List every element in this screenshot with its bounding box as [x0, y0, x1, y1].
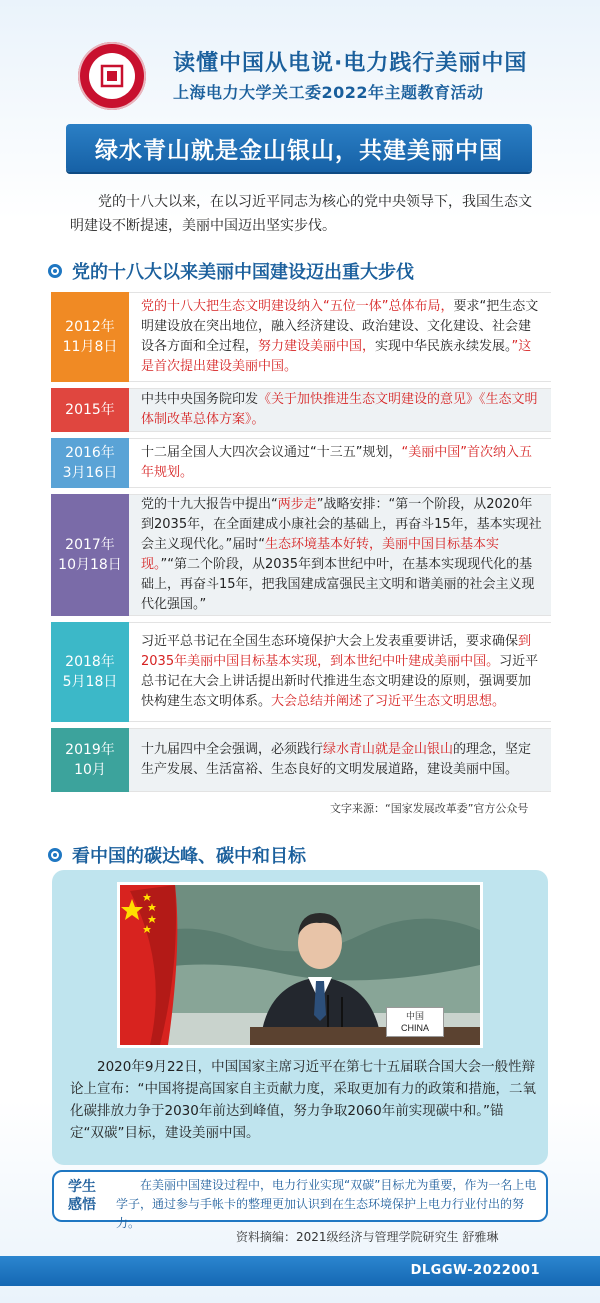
university-logo — [78, 42, 146, 110]
body-text: 实现中华民族永续发展。 — [375, 339, 512, 354]
highlight-text: 大会总结并阐述了习近平生态文明思想。 — [271, 694, 506, 709]
header-subtitle: 上海电力大学关工委2022年主题教育活动 — [173, 83, 484, 102]
timeline-date: 2019年 10月 — [51, 728, 129, 792]
highlight-text: 绿水青山就是金山银山 — [323, 742, 454, 757]
body-text: 十九届四中全会强调，必须践行 — [141, 742, 324, 757]
seal-icon — [97, 61, 127, 91]
timeline-row — [51, 622, 551, 722]
timeline-date: 2015年 — [51, 388, 129, 432]
timeline-row — [51, 438, 551, 488]
header — [78, 38, 578, 108]
highlight-text: 到2035年美丽中国目标基本实现，到本世纪中叶建成美丽中国。 — [141, 634, 532, 669]
timeline-row — [51, 494, 551, 616]
feeling-label: 学生感悟 — [68, 1179, 96, 1213]
feeling-text: 在美丽中国建设过程中，电力行业实现“双碳”目标尤为重要，作为一名上电学子，通过参与手帐卡的整理更加认识到在生态环境保护上电力行业付出的努力。 — [116, 1178, 537, 1230]
highlight-text: 党的十八大把生态文明建设纳入“五位一体”总体布局， — [141, 299, 454, 314]
section-heading-2 — [48, 842, 306, 868]
editor-credit: 资料摘编：2021级经济与管理学院研究生 舒雅琳 — [236, 1230, 499, 1244]
carbon-paragraph: 2020年9月22日，中国国家主席习近平在第七十五届联合国大会一般性辩论上宣布：“中国将提高国家自主贡献力度，采取更加有力的政策和措施，二氧化碳排放力争于2030年前达到峰值，努力争取2060年前实现碳中和。”锚定“双碳”目标，建设美丽中国。 — [70, 1059, 536, 1141]
highlight-text: 《关于加快推进生态文明建设的意见》《生态文明体制改革总体方案》。 — [141, 392, 538, 427]
timeline-date: 2012年 11月8日 — [51, 292, 129, 382]
section-title: 看中国的碳达峰、碳中和目标 — [72, 846, 306, 867]
highlight-text: 努力建设美丽中国， — [258, 339, 376, 354]
timeline-row — [51, 728, 551, 792]
timeline-row — [51, 292, 551, 382]
main-title-banner: 绿水青山就是金山银山，共建美丽中国 — [66, 124, 532, 172]
timeline — [51, 292, 551, 798]
timeline-content — [129, 292, 551, 382]
document-code: DLGGW-2022001 — [410, 1263, 540, 1278]
body-text: 党的十九大报告中提出“ — [141, 497, 278, 512]
body-text: 中共中央国务院印发 — [141, 392, 259, 407]
body-text: ”战略安排：“第一个阶段，从2020年到2035年，在全面建成小康社会的基础上，再奋斗15年，基本实现社会主义现代化。”届时“ — [141, 497, 542, 552]
body-text: 习近平总书记在大会上讲话提出新时代推进生态文明建设的原则，强调要加快构建生态文明体系。 — [141, 654, 539, 709]
student-feeling-box — [52, 1170, 548, 1230]
body-text: ”“第二个阶段，从2035年到本世纪中叶，在基本实现现代化的基础上，再奋斗15年，把我国建成富强民主文明和谐美丽的社会主义现代化强国。” — [141, 557, 535, 612]
bullet-ring-icon — [48, 264, 62, 278]
timeline-content — [129, 728, 551, 792]
section-title: 党的十八大以来美丽中国建设迈出重大步伐 — [72, 262, 414, 283]
nameplate-en: CHINA — [400, 1023, 429, 1033]
body-text: 十二届全国人大四次会议通过“十三五”规划， — [141, 445, 402, 460]
body-text: 习近平总书记在全国生态环境保护大会上发表重要讲话，要求确保 — [141, 634, 519, 649]
timeline-content — [129, 622, 551, 722]
timeline-content — [129, 438, 551, 488]
intro-paragraph: 党的十八大以来，在以习近平同志为核心的党中央领导下，我国生态文明建设不断提速，美丽中国迈出坚实步伐。 — [70, 194, 532, 234]
nameplate — [386, 1007, 444, 1037]
highlight-text: 生态环境基本好转，美丽中国目标基本实现。 — [141, 537, 499, 572]
highlight-text: ”这是首次提出建设美丽中国。 — [141, 339, 532, 374]
timeline-date: 2016年 3月16日 — [51, 438, 129, 488]
text-source: 文字来源：“国家发展改革委”官方公众号 — [330, 802, 529, 815]
timeline-date: 2018年 5月18日 — [51, 622, 129, 722]
section-heading-1 — [48, 258, 414, 284]
highlight-text: 两步走 — [277, 497, 317, 512]
speech-photo — [117, 882, 483, 1048]
bullet-ring-icon — [48, 848, 62, 862]
header-title: 读懂中国从电说·电力践行美丽中国 — [173, 51, 528, 76]
footer-bar — [0, 1256, 600, 1286]
body-text: 要求“把生态文明建设放在突出地位，融入经济建设、政治建设、文化建设、社会建设各方面和全过程， — [141, 299, 539, 354]
highlight-text: “美丽中国”首次纳入五年规划。 — [141, 445, 532, 480]
nameplate-cn: 中国 — [405, 1011, 424, 1021]
timeline-content — [129, 494, 551, 616]
timeline-content — [129, 388, 551, 432]
body-text: 的理念，坚定生产发展、生活富裕、生态良好的文明发展道路，建设美丽中国。 — [141, 742, 532, 777]
timeline-row — [51, 388, 551, 432]
timeline-date: 2017年 10月18日 — [51, 494, 129, 616]
